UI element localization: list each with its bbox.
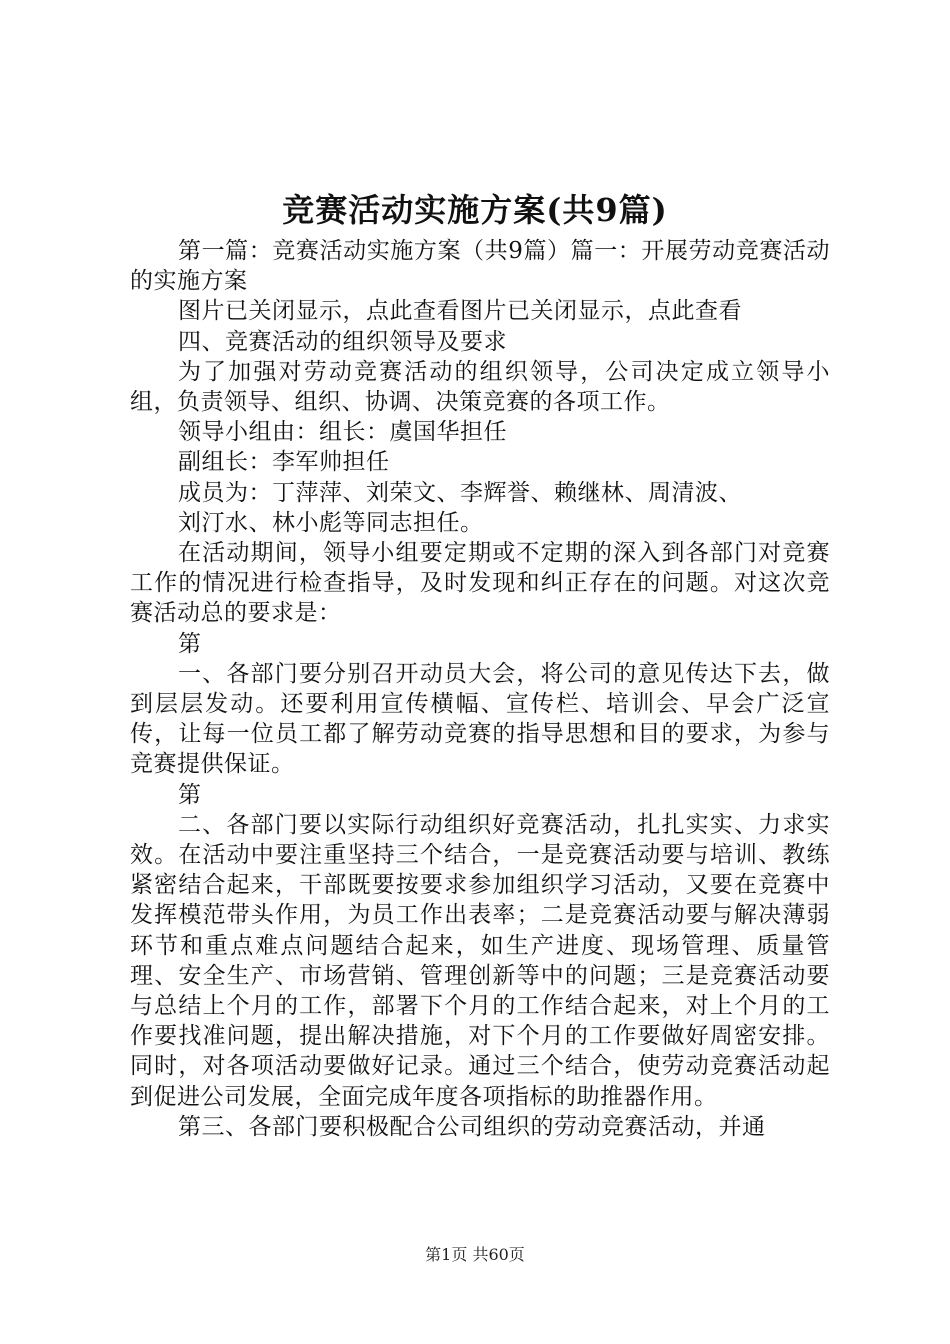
paragraph: 成员为：丁萍萍、刘荣文、李辉誉、赖继林、周清波、: [178, 479, 742, 506]
paragraph: 领导小组由：组长：虞国华担任: [178, 419, 507, 446]
paragraph: 副组长：李军帅担任: [178, 449, 390, 476]
paragraph: 第三、各部门要积极配合公司组织的劳动竞赛活动，并通: [178, 1113, 766, 1140]
paragraph: 二、各部门要以实际行动组织好竞赛活动，扎扎实实、力求实效。在活动中要注重坚持三个结合，一是竞赛活动要与培训、教练紧密结合起来，干部既要按要求参加组织学习活动，又要在竞赛中发挥模范带头作用，为员工作出表率；二是竞赛活动要与解决薄弱环节和重点难点问题结合起来，如生产进度、现场管理、质量管理、安全生产、市场营销、管理创新等中的问题；三是竞赛活动要与总结上个月的工作，部署下个月的工作结合起来，对上个月的工作要找准问题，提出解决措施，对下个月的工作要做好周密安排。同时，对各项活动要做好记录。通过三个结合，使劳动竞赛活动起到促进公司发展，全面完成年度各项指标的助推器作用。: [130, 811, 830, 1110]
paragraph: 一、各部门要分别召开动员大会，将公司的意见传达下去，做到层层发动。还要利用宣传横幅、宣传栏、培训会、早会广泛宣传，让每一位员工都了解劳动竞赛的指导思想和目的要求，为参与竞赛提供保证。: [130, 660, 830, 778]
paragraph: 为了加强对劳动竞赛活动的组织领导，公司决定成立领导小组，负责领导、组织、协调、决策竞赛的各项工作。: [130, 358, 830, 416]
paragraph: 图片已关闭显示，点此查看图片已关闭显示，点此查看: [178, 298, 742, 325]
paragraph: 刘汀水、林小彪等同志担任。: [178, 509, 484, 536]
paragraph: 四、竞赛活动的组织领导及要求: [178, 328, 507, 355]
paragraph: 第一篇：竞赛活动实施方案（共9篇）篇一：开展劳动竞赛活动的实施方案: [130, 238, 830, 295]
paragraph: 在活动期间，领导小组要定期或不定期的深入到各部门对竞赛工作的情况进行检查指导，及时发现和纠正存在的问题。对这次竞赛活动总的要求是：: [130, 540, 830, 627]
paragraph: 第: [178, 781, 202, 808]
document-body: [130, 236, 830, 1142]
document-title: 竞赛活动实施方案(共9篇): [282, 191, 668, 229]
page-number-footer: 第1页 共60页: [425, 1245, 525, 1264]
paragraph: 第: [178, 630, 202, 657]
